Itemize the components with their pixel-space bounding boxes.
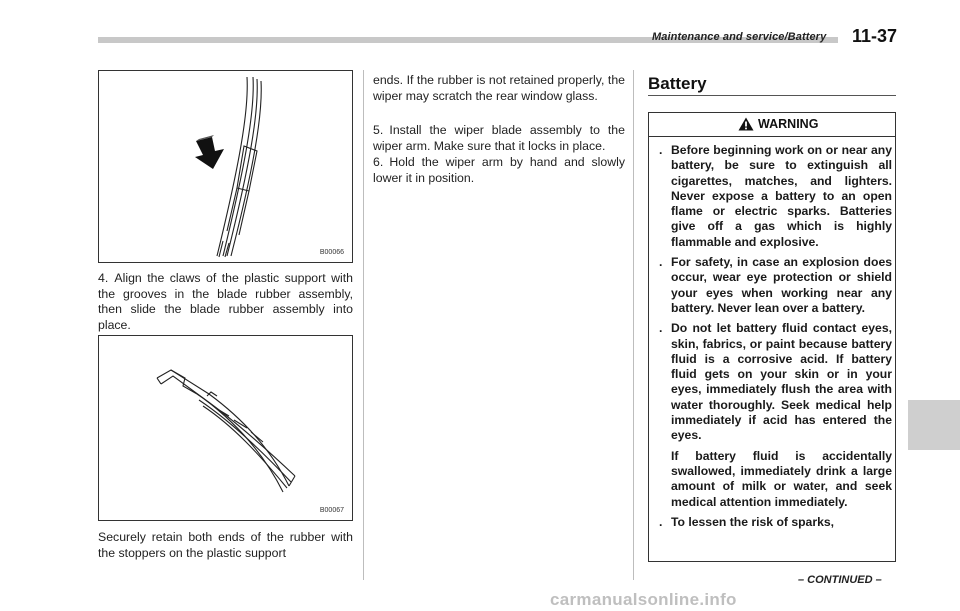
- column-divider-left: [363, 70, 364, 580]
- page-number: 11-37: [852, 26, 898, 46]
- step-6-text: 6. Hold the wiper arm by hand and slowly lower it in position.: [373, 155, 625, 185]
- section-thumb-tab: [908, 400, 960, 450]
- warning-item: [657, 321, 892, 443]
- warning-item-text: To lessen the risk of sparks,: [671, 514, 835, 529]
- continued-label: – CONTINUED –: [798, 574, 882, 586]
- warning-item-text: For safety, in case an explosion does occur, wear eye protection or shield your eyes when working near any battery. Never lean over a battery.: [671, 255, 892, 315]
- bullet-marker: .: [659, 321, 663, 336]
- warning-sub-paragraph: If battery fluid is accidentally swallowed, immediately drink a large amount of milk or water, and seek medical attention immediately.: [671, 448, 892, 509]
- section-rule: [648, 95, 896, 96]
- warning-item-text: Do not let battery fluid contact eyes, skin, fabrics, or paint because battery fluid is a corrosive acid. If battery fluid gets on your skin or in your eyes, immediately flush the area with water thoroughly. Seek medical help immediately if acid has entered the eyes.: [671, 321, 892, 443]
- warning-item: [657, 255, 892, 316]
- figure-code: B00066: [319, 249, 344, 256]
- section-title-battery: Battery: [648, 74, 707, 93]
- running-header-title: Maintenance and service/Battery: [652, 31, 827, 43]
- blade-rubber-illustration: [99, 336, 352, 520]
- bullet-marker: .: [659, 255, 663, 270]
- continuation-text: ends. If the rubber is not retained properly, the wiper may scratch the rear window glass.: [373, 73, 625, 103]
- bullet-marker: .: [659, 143, 663, 157]
- warning-item-text: Before beginning work on or near any battery, be sure to extinguish all cigarettes, matches, and lighters. Never expose a battery to an open flame or electric sparks. Batteries give off a gas which is highly flammable and explosive.: [671, 143, 892, 249]
- step-4-text: 4. Align the claws of the plastic support with the grooves in the blade rubber assembly, then slide the blade rubber assembly into place.: [98, 271, 353, 332]
- wiper-arm-illustration: [99, 71, 352, 262]
- warning-title: WARNING: [758, 117, 819, 131]
- figure-wiper-arm-b00066: [98, 70, 353, 263]
- down-arrow-icon: [195, 135, 224, 169]
- bullet-marker: .: [659, 514, 663, 529]
- warning-triangle-icon: [738, 117, 754, 131]
- warning-box: [648, 112, 896, 562]
- watermark: carmanualsonline.info: [550, 590, 737, 609]
- warning-item: [657, 515, 892, 530]
- step-5-text: 5. Install the wiper blade assembly to the wiper arm. Make sure that it locks in place.: [373, 123, 625, 153]
- securely-retain-text: Securely retain both ends of the rubber with the stoppers on the plastic support: [98, 530, 353, 560]
- warning-header: [649, 113, 895, 137]
- figure-blade-rubber-b00067: [98, 335, 353, 521]
- warning-list: [657, 143, 892, 535]
- warning-item: [657, 143, 892, 250]
- column-divider-right: [633, 70, 634, 580]
- figure-code: B00067: [319, 507, 344, 514]
